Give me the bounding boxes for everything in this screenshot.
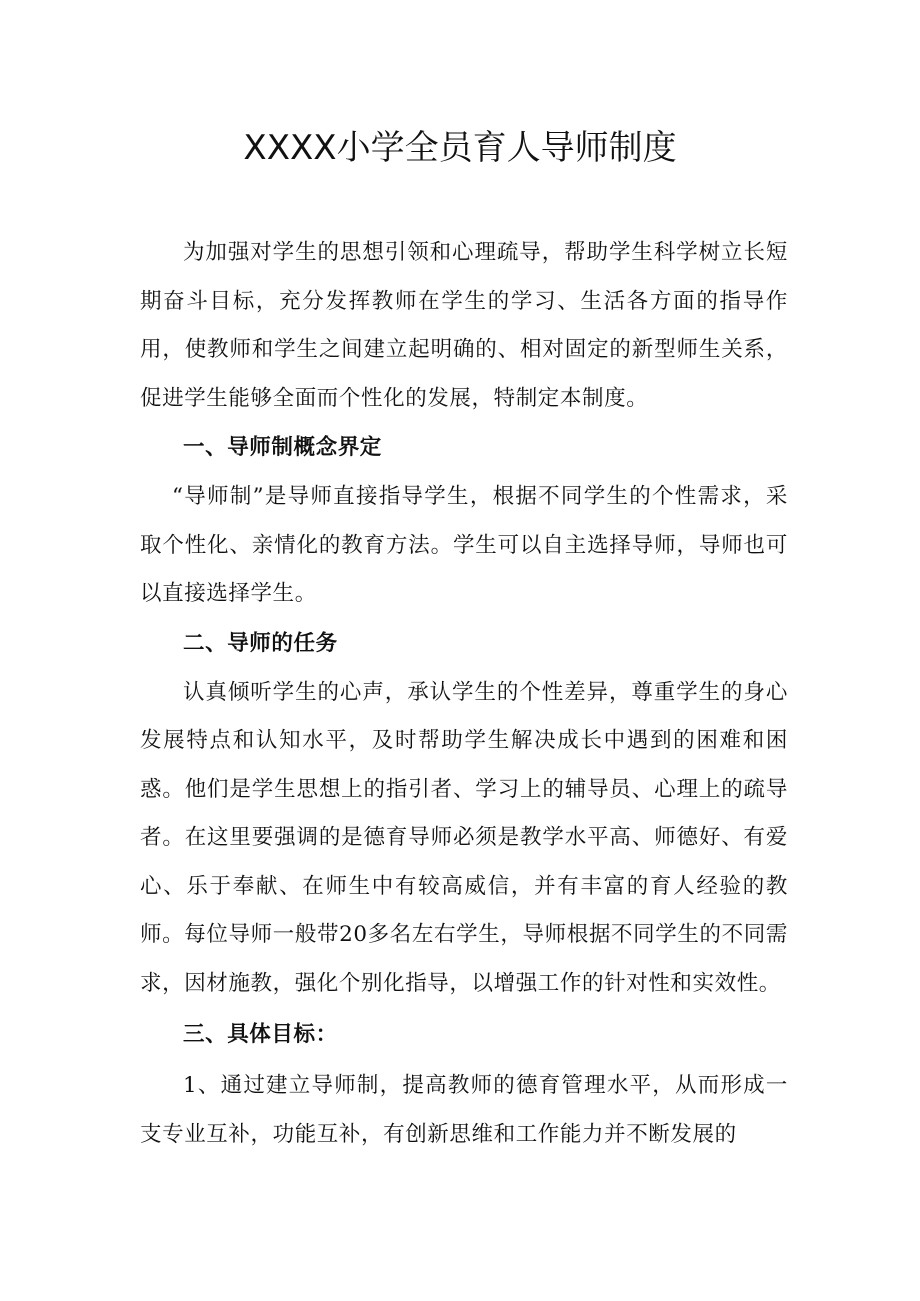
section-paragraph-goals: 1、通过建立导师制，提高教师的德育管理水平，从而形成一支专业互补，功能互补，有创新思维和工作能力并不断发展的 <box>140 1073 788 1147</box>
section-heading-goals: 三、具体目标： <box>183 1022 338 1047</box>
section-paragraph-tasks: 认真倾听学生的心声，承认学生的个性差异，尊重学生的身心发展特点和认知水平，及时帮助学生解决成长中遇到的困难和困惑。他们是学生思想上的指引者、学习上的辅导员、心理上的疏导者。在这里要强调的是德育导师必须是教学水平高、师德好、有爱心、乐于奉献、在师生中有较高威信，并有丰富的育人经验的教师。每位导师一般带20多名左右学生，导师根据不同学生的不同需求，因材施教，强化个别化指导，以增强工作的针对性和实效性。 <box>140 679 788 996</box>
section-heading-tasks: 二、导师的任务 <box>183 630 338 656</box>
intro-paragraph: 为加强对学生的思想引领和心理疏导，帮助学生科学树立长短期奋斗目标，充分发挥教师在学生的学习、生活各方面的指导作用，使教师和学生之间建立起明确的、相对固定的新型师生关系，促进学生能够全面而个性化的发展，特制定本制度。 <box>140 240 788 411</box>
document-title: XXXX小学全员育人导师制度 <box>243 128 677 168</box>
section-heading-concept: 一、导师制概念界定 <box>183 435 382 460</box>
document-body <box>140 229 788 1159</box>
section-paragraph-concept: “导师制”是导师直接指导学生，根据不同学生的个性需求，采取个性化、亲情化的教育方法。学生可以自主选择导师，导师也可以直接选择学生。 <box>140 484 788 606</box>
